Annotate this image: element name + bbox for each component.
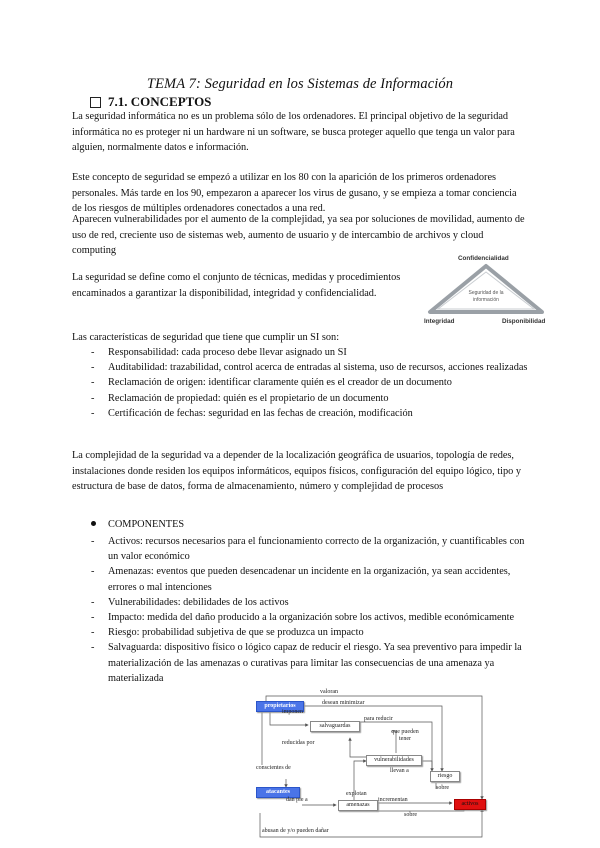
components-heading-text: COMPONENTES <box>108 519 185 530</box>
diagram-node-vulnerabilidades: vulnerabilidades <box>366 755 422 766</box>
security-components-diagram <box>256 689 488 841</box>
triangle-right-label: Disponibilidad <box>502 318 546 325</box>
diagram-node-que-pueden-tener: que pueden tener <box>391 729 419 742</box>
intro-paragraph-3: Aparecen vulnerabilidades por el aumento de la complejidad, ya sea por soluciones de movilidad, aumento de uso de red, creciente uso de sistemas web, aumento de usuario y de intercambio de archivos y cloud computing <box>72 214 525 257</box>
components-list <box>72 534 528 686</box>
list-item: - Reclamación de propiedad: quién es el propietario de un documento <box>72 391 528 406</box>
section-heading-text: 7.1. CONCEPTOS <box>108 94 212 109</box>
diagram-label-incrementan: incrementan <box>378 797 408 803</box>
intro-paragraph-1: La seguridad informática no es un problema sólo de los ordenadores. El principal objetivo de la seguridad informática no es proteger ni un hardware ni un software, se busca proteger aquello que tenga un valor para alguien, normalmente datos e información. <box>72 111 515 154</box>
diagram-label-imponen: imponen <box>282 709 303 715</box>
list-item: - Amenazas: eventos que pueden desencadenar un incidente en la organización, ya sean accidentes, errores o mal intenciones <box>72 564 528 594</box>
characteristics-intro: Las características de seguridad que tiene que cumplir un SI son: <box>72 332 340 343</box>
diagram-node-propietarios: propietarios <box>256 701 304 712</box>
list-item: - Reclamación de origen: identificar claramente quién es el creador de un documento <box>72 375 528 390</box>
diagram-node-atacantes: atacantes <box>256 787 300 798</box>
diagram-label-sobre-activos: sobre <box>404 812 417 818</box>
diagram-label-abusan: abusan de y/o pueden dañar <box>262 828 329 834</box>
intro-paragraph-2: Este concepto de seguridad se empezó a utilizar en los 80 con la aparición de los primeros ordenadores personales. Más tarde en los 90, empezaron a aparecer los virus de gusano, y se empieza a tomar conciencia de los riesgos de múltiples ordenadores conectados a una red. <box>72 172 517 215</box>
triangle-top-label: Confidencialidad <box>458 255 509 262</box>
list-item: - Riesgo: probabilidad subjetiva de que se produzca un impacto <box>72 625 528 640</box>
diagram-label-explotan: explotan <box>346 791 367 797</box>
diagram-label-llevan-a: llevan a <box>390 768 409 774</box>
list-item: - Impacto: medida del daño producido a la organización sobre los activos, medible económicamente <box>72 610 528 625</box>
complexity-paragraph: La complejidad de la seguridad va a depender de la localización geográfica de usuarios, topología de redes, instalaciones donde residen los equipos informáticos, equipos físicos, configuración del equipo lógico, tipo y estructura de base de datos, forma de almacenamiento, número y complejidad de procesos <box>72 450 521 493</box>
list-item: - Certificación de fechas: seguridad en las fechas de creación, modificación <box>72 406 528 421</box>
diagram-label-valoran: valoran <box>320 689 338 695</box>
list-item: - Auditabilidad: trazabilidad, control acerca de entradas al sistema, uso de recursos, acciones realizadas <box>72 360 528 375</box>
diagram-label-para-reducir: para reducir <box>364 716 393 722</box>
checkbox-icon <box>90 97 101 108</box>
characteristics-list <box>72 345 528 421</box>
diagram-label-sobre-riesgo: sobre <box>436 785 449 791</box>
list-item: - Salvaguarda: dispositivo físico o lógico capaz de reducir el riesgo. Ya sea preventivo para impedir la materialización de las amenazas o curativas para limitar las consecuencias de una amenaza ya materializada <box>72 640 528 686</box>
triangle-left-label: Integridad <box>424 318 455 325</box>
diagram-node-activos: activos <box>454 799 486 810</box>
diagram-node-amenazas: amenazas <box>338 800 378 811</box>
section-heading <box>90 94 211 110</box>
list-item: - Activos: recursos necesarios para el funcionamiento correcto de la organización, y cuantificables con un valor económico <box>72 534 528 564</box>
cia-triangle-figure <box>418 252 554 332</box>
diagram-node-riesgo: riesgo <box>430 771 460 782</box>
list-item: - Vulnerabilidades: debilidades de los activos <box>72 595 528 610</box>
diagram-node-salvaguardas: salvaguardas <box>310 721 360 732</box>
list-item: - Responsabilidad: cada proceso debe llevar asignado un SI <box>72 345 528 360</box>
diagram-label-conscientes-de: conscientes de <box>256 765 291 771</box>
diagram-label-desean-minimizar: desean minimizar <box>322 700 365 706</box>
definition-paragraph: La seguridad se define como el conjunto de técnicas, medidas y procedimientos encaminados a garantizar la disponibilidad, integridad y confidencialidad. <box>72 272 401 299</box>
document-title: TEMA 7: Seguridad en los Sistemas de Información <box>146 76 454 92</box>
diagram-label-reducidas-por: reducidas por <box>282 740 315 746</box>
triangle-center-label: Seguridad de la información <box>468 290 504 303</box>
bullet-icon <box>91 521 96 526</box>
diagram-label-dan-pie-a: dan pie a <box>286 797 308 803</box>
components-heading <box>91 519 184 530</box>
